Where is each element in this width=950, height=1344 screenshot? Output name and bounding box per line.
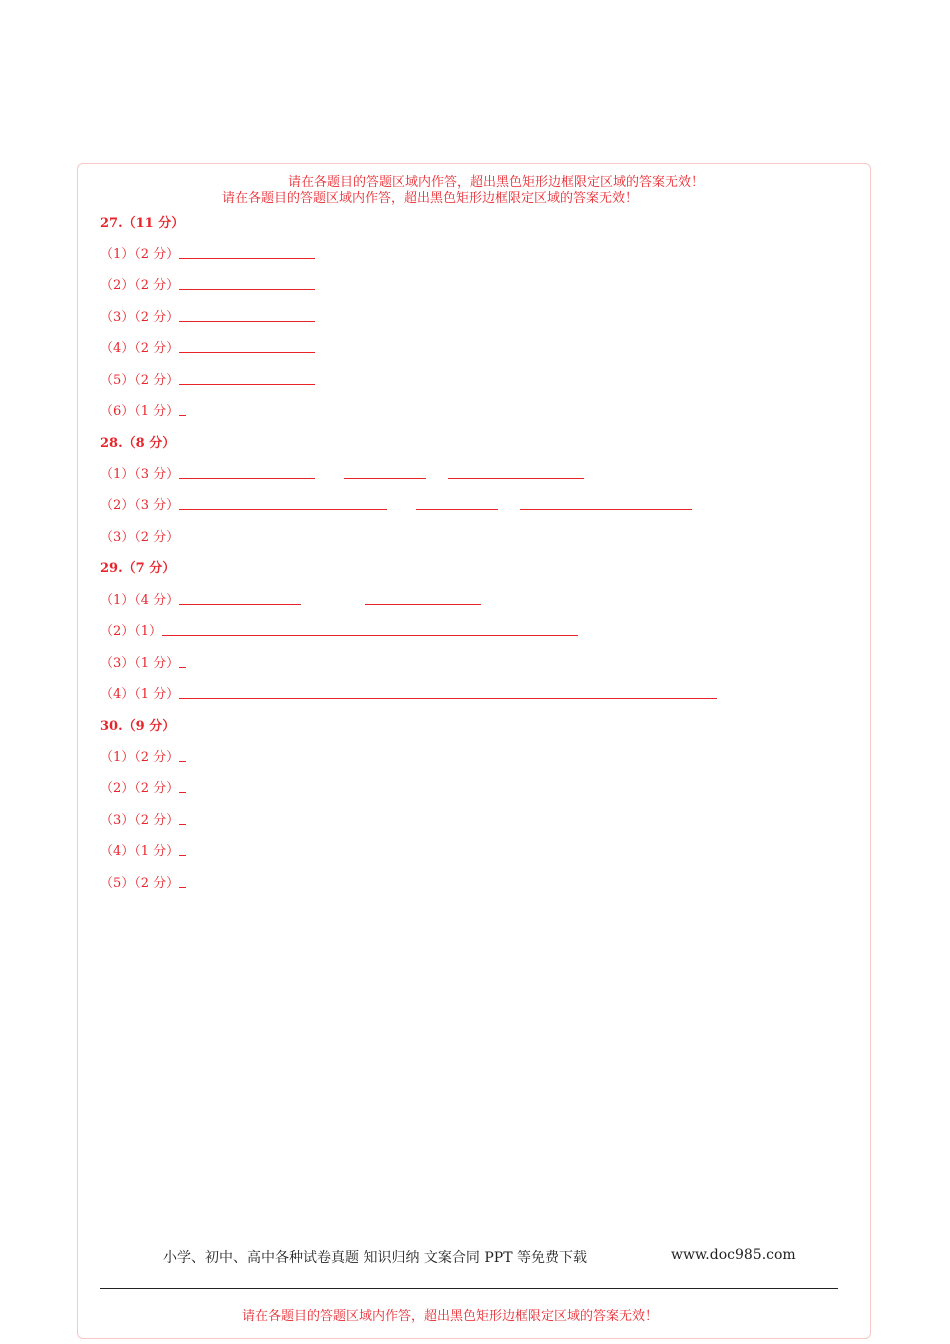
q28-item-3-label: （3）（2 分） bbox=[100, 530, 180, 545]
q29-item-3 bbox=[100, 652, 186, 671]
notice-top-2: 请在各题目的答题区域内作答，超出黑色矩形边框限定区域的答案无效！ bbox=[222, 191, 639, 206]
answer-line[interactable] bbox=[179, 761, 186, 762]
q29-item-1 bbox=[100, 589, 481, 608]
q30-item-1 bbox=[100, 746, 186, 765]
answer-line[interactable] bbox=[179, 258, 315, 259]
question-28-title: 28.（8 分） bbox=[100, 436, 176, 451]
q28-item-1-label: （1）（3 分） bbox=[100, 467, 180, 482]
answer-line[interactable] bbox=[179, 509, 387, 510]
q28-item-3 bbox=[100, 526, 179, 545]
q30-item-4 bbox=[100, 840, 186, 859]
footer-site-link[interactable]: www.doc985.com bbox=[671, 1247, 796, 1263]
notice-bottom: 请在各题目的答题区域内作答，超出黑色矩形边框限定区域的答案无效！ bbox=[242, 1309, 659, 1324]
notice-top-1: 请在各题目的答题区域内作答，超出黑色矩形边框限定区域的答案无效！ bbox=[288, 175, 705, 190]
footer-divider bbox=[100, 1288, 838, 1289]
q28-item-2-label: （2）（3 分） bbox=[100, 498, 180, 513]
q27-item-3 bbox=[100, 306, 315, 325]
q29-item-3-label: （3）（1 分） bbox=[100, 656, 180, 671]
q29-item-4 bbox=[100, 683, 717, 702]
q29-item-2-label: （2）（1） bbox=[100, 624, 163, 639]
q30-item-5 bbox=[100, 872, 186, 891]
answer-line[interactable] bbox=[448, 478, 584, 479]
q27-item-2 bbox=[100, 274, 315, 293]
q29-item-4-label: （4）（1 分） bbox=[100, 687, 180, 702]
q27-item-4-label: （4）（2 分） bbox=[100, 341, 180, 356]
q27-item-1 bbox=[100, 243, 315, 262]
q27-item-5 bbox=[100, 369, 315, 388]
answer-line[interactable] bbox=[179, 855, 186, 856]
q27-item-3-label: （3）（2 分） bbox=[100, 310, 180, 325]
answer-line[interactable] bbox=[179, 667, 186, 668]
q30-item-5-label: （5）（2 分） bbox=[100, 876, 180, 891]
q27-item-6-label: （6）（1 分） bbox=[100, 404, 180, 419]
q28-item-2 bbox=[100, 494, 692, 513]
q30-item-4-label: （4）（1 分） bbox=[100, 844, 180, 859]
q29-item-2 bbox=[100, 620, 578, 639]
answer-line[interactable] bbox=[179, 352, 315, 353]
q30-item-1-label: （1）（2 分） bbox=[100, 750, 180, 765]
answer-line[interactable] bbox=[179, 604, 301, 605]
q27-item-5-label: （5）（2 分） bbox=[100, 373, 180, 388]
q30-item-3-label: （3）（2 分） bbox=[100, 813, 180, 828]
footer-text: 小学、初中、高中各种试卷真题 知识归纳 文案合同 PPT 等免费下载 bbox=[163, 1250, 587, 1266]
answer-line[interactable] bbox=[179, 289, 315, 290]
answer-line[interactable] bbox=[365, 604, 481, 605]
answer-line[interactable] bbox=[162, 635, 578, 636]
answer-line[interactable] bbox=[179, 887, 186, 888]
q30-item-2 bbox=[100, 777, 186, 796]
q29-item-1-label: （1）（4 分） bbox=[100, 593, 180, 608]
answer-line[interactable] bbox=[179, 478, 315, 479]
answer-line[interactable] bbox=[179, 824, 186, 825]
answer-line[interactable] bbox=[416, 509, 498, 510]
question-27-title: 27.（11 分） bbox=[100, 216, 185, 231]
q30-item-2-label: （2）（2 分） bbox=[100, 781, 180, 796]
q27-item-4 bbox=[100, 337, 315, 356]
answer-line[interactable] bbox=[520, 509, 692, 510]
q27-item-2-label: （2）（2 分） bbox=[100, 278, 180, 293]
q27-item-1-label: （1）（2 分） bbox=[100, 247, 180, 262]
q28-item-1 bbox=[100, 463, 584, 482]
question-29-title: 29.（7 分） bbox=[100, 561, 176, 576]
answer-line[interactable] bbox=[179, 415, 186, 416]
answer-line[interactable] bbox=[344, 478, 426, 479]
q27-item-6 bbox=[100, 400, 186, 419]
question-30-title: 30.（9 分） bbox=[100, 719, 176, 734]
answer-line[interactable] bbox=[179, 321, 315, 322]
q30-item-3 bbox=[100, 809, 186, 828]
answer-line[interactable] bbox=[179, 384, 315, 385]
answer-line[interactable] bbox=[179, 698, 717, 699]
answer-line[interactable] bbox=[179, 792, 186, 793]
